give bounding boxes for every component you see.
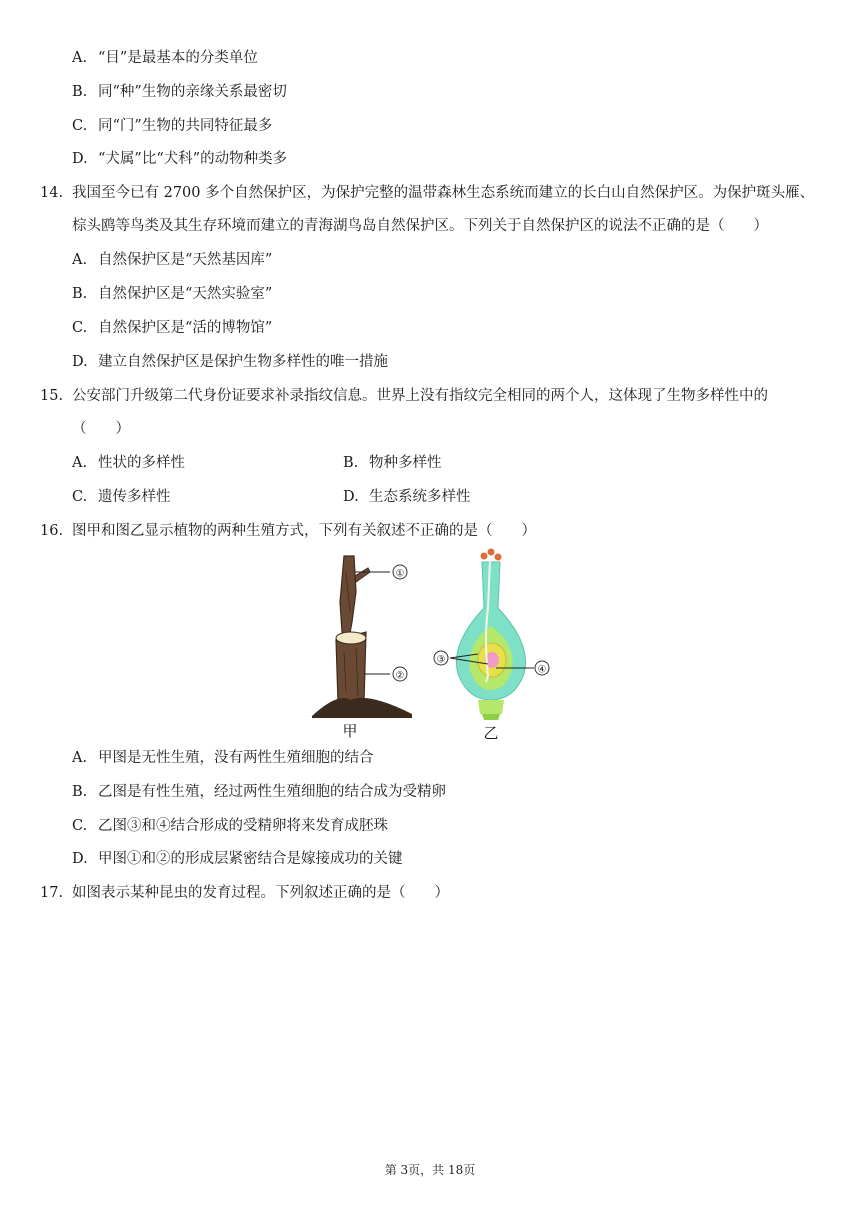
option-letter: B. <box>72 84 88 100</box>
q16-stem: 图甲和图乙显示植物的两种生殖方式，下列有关叙述不正确的是（ ） <box>72 523 536 539</box>
option-text: 生态系统多样性 <box>369 489 471 505</box>
q15-option-c <box>72 487 171 507</box>
option-letter: A. <box>72 750 88 766</box>
q15-option-a <box>72 453 185 473</box>
q16-option-a <box>72 748 374 768</box>
q13-option-c <box>72 116 272 136</box>
option-text: 建立自然保护区是保护生物多样性的唯一措施 <box>98 354 388 370</box>
grafting-figure <box>308 552 420 742</box>
label-yi: 乙 <box>483 724 499 742</box>
marker-3-label: ③ <box>436 654 446 666</box>
q14-option-c <box>72 318 272 338</box>
option-text: 自然保护区是“天然基因库” <box>98 252 273 268</box>
option-letter: C. <box>72 320 88 336</box>
option-letter: B. <box>343 455 359 471</box>
q14-stem-line2: 棕头鸥等鸟类及其生存环境而建立的青海湖鸟岛自然保护区。下列关于自然保护区的说法不正确的是（ ） <box>72 218 768 234</box>
option-text: 物种多样性 <box>369 455 442 471</box>
option-text: 甲图是无性生殖，没有两性生殖细胞的结合 <box>98 750 374 766</box>
option-letter: C. <box>72 489 88 505</box>
option-letter: A. <box>72 50 88 66</box>
option-text: 遗传多样性 <box>98 489 171 505</box>
option-letter: B. <box>72 286 88 302</box>
q15-option-b <box>343 453 442 473</box>
label-jia: 甲 <box>342 722 358 740</box>
question-number: 16. <box>40 523 64 539</box>
q13-option-d <box>72 149 287 169</box>
option-letter: D. <box>72 354 88 370</box>
question-number: 15. <box>40 388 64 404</box>
option-letter: D. <box>343 489 359 505</box>
marker-1-label: ① <box>395 568 405 580</box>
marker-4-label: ④ <box>537 664 547 676</box>
soil-shape <box>312 698 412 718</box>
option-letter: A. <box>72 252 88 268</box>
q15-stem-line2: （ ） <box>72 421 130 437</box>
option-text: 乙图是有性生殖，经过两性生殖细胞的结合成为受精卵 <box>98 784 446 800</box>
page-footer: 第 3页，共 18页 <box>384 1163 476 1177</box>
question-number: 14. <box>40 185 64 201</box>
option-text: 自然保护区是“活的博物馆” <box>98 320 273 336</box>
option-letter: C. <box>72 118 88 134</box>
option-text: 乙图③和④结合形成的受精卵将来发育成胚珠 <box>98 818 388 834</box>
pollination-figure <box>428 548 558 744</box>
option-text: “犬属”比“犬科”的动物种类多 <box>98 151 288 167</box>
q14-option-b <box>72 284 272 304</box>
q14-stem-line1: 我国至今已有 2700 多个自然保护区，为保护完整的温带森林生态系统而建立的长白山自然保护区。为保护斑头雁、 <box>72 185 815 201</box>
option-text: 甲图①和②的形成层紧密结合是嫁接成功的关键 <box>98 851 403 867</box>
q16-option-b <box>72 782 446 802</box>
option-letter: A. <box>72 455 88 471</box>
scion-branch <box>355 568 370 582</box>
option-letter: B. <box>72 784 88 800</box>
q16-option-c <box>72 816 388 836</box>
q15-option-d <box>343 487 471 507</box>
q15-stem-line1: 公安部门升级第二代身份证要求补录指纹信息。世界上没有指纹完全相同的两个人，这体现了生物多样性中的 <box>72 388 768 404</box>
q14-option-a <box>72 250 272 270</box>
option-text: 同“种”生物的亲缘关系最密切 <box>98 84 287 100</box>
q14-option-d <box>72 352 388 372</box>
scion-shape <box>340 556 356 644</box>
option-letter: D. <box>72 151 88 167</box>
q13-option-a <box>72 48 258 68</box>
option-letter: C. <box>72 818 88 834</box>
q16-option-d <box>72 849 403 869</box>
option-text: 同“门”生物的共同特征最多 <box>98 118 273 134</box>
q17-stem: 如图表示某种昆虫的发育过程。下列叙述正确的是（ ） <box>72 885 449 901</box>
option-letter: D. <box>72 851 88 867</box>
option-text: “目”是最基本的分类单位 <box>98 50 258 66</box>
marker-2-label: ② <box>395 670 405 682</box>
question-number: 17. <box>40 885 64 901</box>
q13-option-b <box>72 82 287 102</box>
option-text: 自然保护区是“天然实验室” <box>98 286 273 302</box>
option-text: 性状的多样性 <box>98 455 185 471</box>
